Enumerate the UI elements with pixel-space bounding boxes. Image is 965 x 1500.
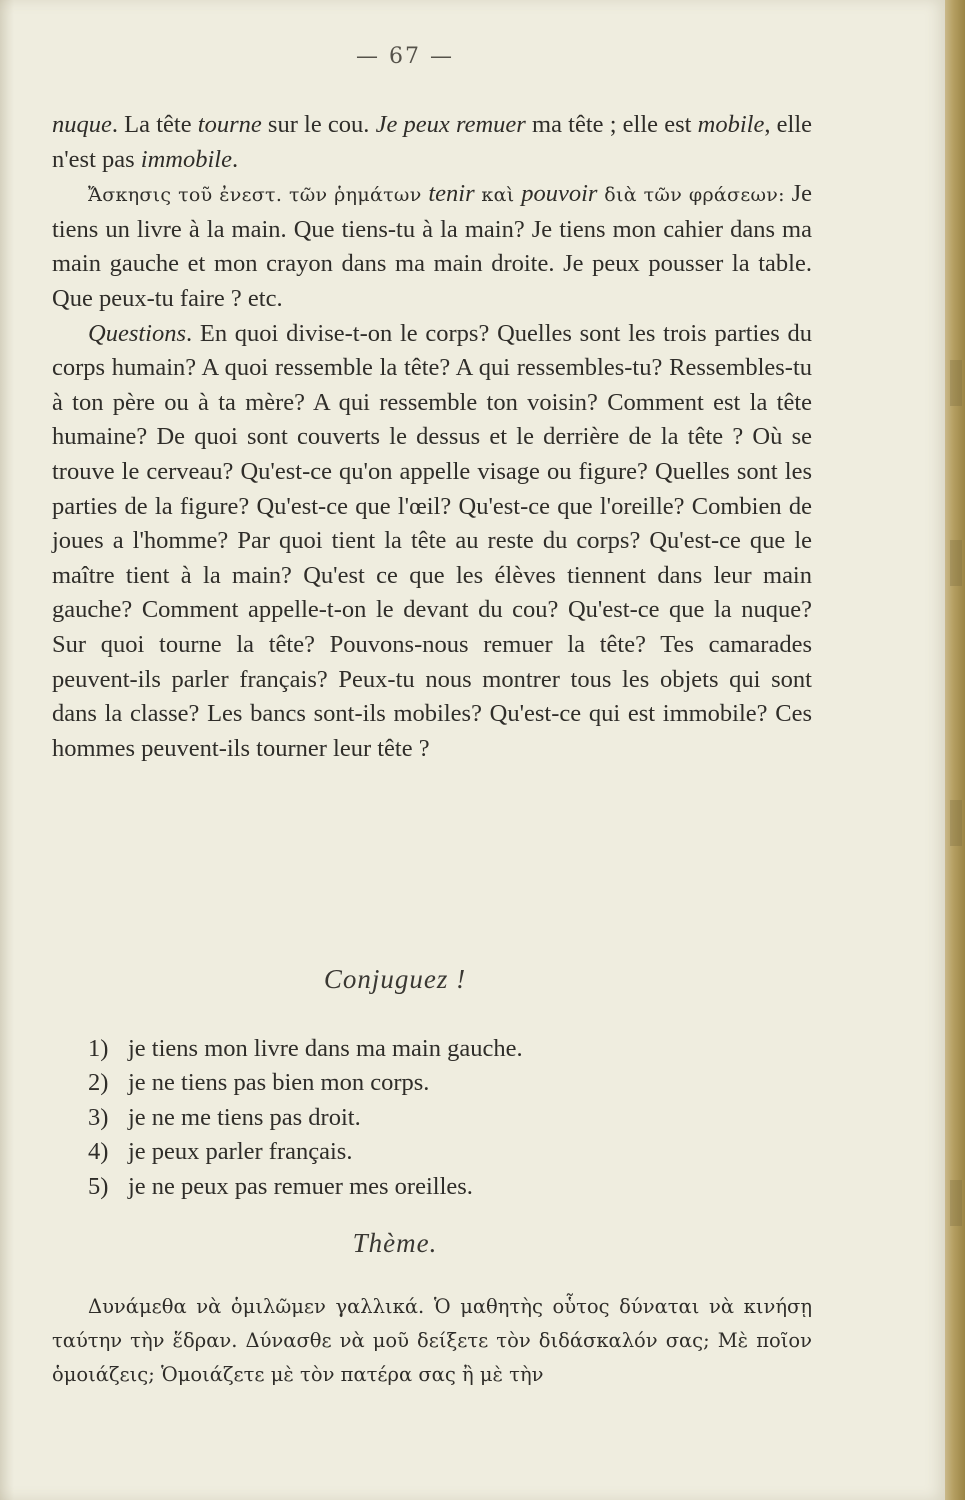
text-run: ma tête ; elle est xyxy=(525,111,698,138)
edge-mark xyxy=(950,800,962,846)
list-text: je ne me tiens pas droit. xyxy=(128,1103,361,1131)
italic-word: immobile xyxy=(140,145,232,173)
questions-label: Questions xyxy=(88,319,186,347)
edge-mark xyxy=(950,1180,962,1226)
greek-instruction-end: διὰ τῶν φράσεων: xyxy=(597,184,792,207)
list-item xyxy=(88,1066,728,1100)
list-text: je ne peux pas remuer mes oreilles. xyxy=(128,1172,473,1200)
book-binding-edge xyxy=(945,0,965,1500)
text-run: . xyxy=(231,145,239,173)
italic-word: tourne xyxy=(197,111,262,138)
list-item xyxy=(88,1101,728,1135)
theme-paragraph: Δυνάμεθα νὰ ὁμιλῶμεν γαλλικά. Ὁ μαθητὴς οὗτος δύναται νὰ κινήσῃ ταύτην τὴν ἕδραν. Δύνασθε νὰ μοῦ δείξετε τὸν διδάσκαλόν σας; Μὲ ποῖον ὁμοιάζεις; Ὁμοιάζετε μὲ τὸν πατέρα σας ἢ μὲ τὴν xyxy=(52,1295,812,1386)
text-run: , elle n'est pas xyxy=(52,111,813,173)
theme-heading: Thème. xyxy=(352,1228,438,1258)
list-number: 2) xyxy=(88,1069,109,1097)
list-text: je ne tiens pas bien mon corps. xyxy=(128,1069,430,1097)
italic-verb-pouvoir: pouvoir xyxy=(521,180,598,208)
italic-verb-tenir: tenir xyxy=(428,180,475,208)
text-run: sur le cou. xyxy=(261,111,376,138)
list-number: 3) xyxy=(88,1103,109,1131)
list-text: je tiens mon livre dans ma main gauche. xyxy=(128,1035,523,1062)
body-text xyxy=(52,108,812,766)
paragraph-questions xyxy=(52,317,812,767)
italic-word: nuque xyxy=(52,111,112,138)
list-item xyxy=(88,1032,728,1066)
theme-greek-text xyxy=(52,1290,812,1392)
list-number: 1) xyxy=(88,1035,109,1062)
questions-text: . En quoi divise-t-on le corps? Quelles sont les trois parties du corps humain? A quoi ressemble la tête? A qui ressembles-tu? Ressembles-tu à ton père ou à ta mère? A qui ressemble ton voisin? Comment est la tête humaine? De quoi sont couverts le dessus et le derrière de la tête ? Où se trouve le cerveau? Qu'est-ce qu'on appelle visage ou figure? Quelles sont les parties de la figure? Qu'est-ce que l'œil? Qu'est-ce que l'oreille? Combien de joues a l'homme? Par quoi tient la tête au reste du corps? Qu'est-ce que le maître tient à la main? Qu'est ce que les élèves tiennent dans leur main gauche? Comment appelle-t-on le devant du cou? Qu'est-ce que la nuque? Sur quoi tourne la tête? Pouvons-nous remuer la tête? Tes camarades peuvent-ils parler français? Peux-tu nous montrer tous les objets qui sont dans la classe? Les bancs sont-ils mobiles? Qu'est-ce qui est immobile? Ces hommes peuvent-ils tourner leur tête ? xyxy=(52,319,812,762)
greek-instruction: Ἄσκησις τοῦ ἐνεστ. τῶν ῥημάτων xyxy=(88,184,429,207)
greek-conjunction: καὶ xyxy=(474,184,522,207)
edge-mark xyxy=(950,360,962,406)
italic-word: mobile xyxy=(697,111,765,138)
italic-phrase: Je peux remuer xyxy=(375,111,526,138)
conjugation-list xyxy=(88,1032,728,1204)
example-sentences: Je tiens un livre à la main. Que tiens-tu à la main? Je tiens mon cahier dans ma main gauche et mon crayon dans ma main droite. Je peux pousser la table. Que peux-tu faire ? etc. xyxy=(52,180,812,312)
page-gutter-shadow xyxy=(0,0,14,1500)
page-number: — 67 — xyxy=(356,44,454,69)
paragraph-nuque xyxy=(52,108,812,177)
list-number: 4) xyxy=(88,1138,109,1166)
list-item xyxy=(88,1170,728,1204)
text-run: . La tête xyxy=(111,111,198,138)
list-number: 5) xyxy=(88,1172,109,1200)
paragraph-exercise xyxy=(52,177,812,316)
list-item xyxy=(88,1135,728,1169)
edge-mark xyxy=(950,540,962,586)
list-text: je peux parler français. xyxy=(128,1138,353,1166)
conjuguez-heading: Conjuguez ! xyxy=(323,964,467,994)
